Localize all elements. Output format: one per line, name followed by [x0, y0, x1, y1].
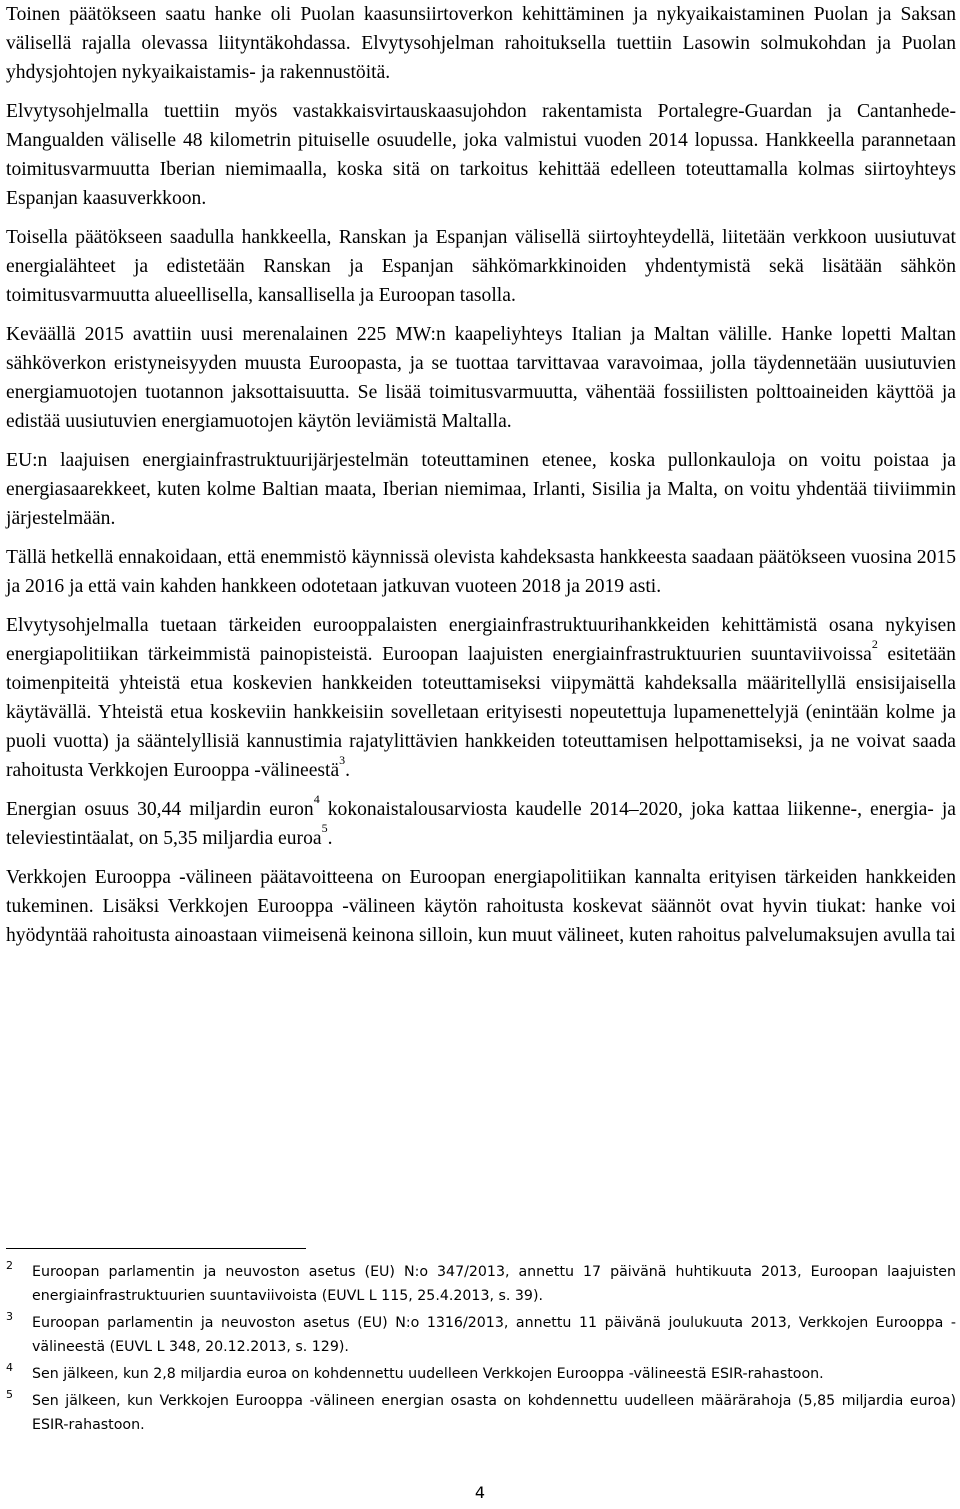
- paragraph-gas-network-poland: Toinen päätökseen saatu hanke oli Puolan kaasunsiirtoverkon kehittäminen ja nykyaikaistaminen Puolan ja Saksan välisellä rajalla olevassa liityntäkohdassa. Elvytysohjelman rahoituksella tuettiin Lasowin solmukohdan ja Puolan yhdysjohtojen nykyaikaistamis- ja rakennustöitä.: [6, 4, 956, 83]
- footnote-item: [6, 1362, 956, 1386]
- footnote-number: 4: [6, 1361, 13, 1374]
- paragraph-cef-objectives: Verkkojen Eurooppa -välineen päätavoitteena on Euroopan energiapolitiikan kannalta erityisen tärkeiden hankkeiden tukeminen. Lisäksi Verkkojen Eurooppa -välineen käytön rahoitusta koskevat säännöt ovat hyvin tiukat: hanke voi hyödyntää rahoitusta ainoastaan viimeisenä keinona silloin, kun muut välineet, kuten rahoitus palvelumaksujen avulla tai: [6, 867, 956, 946]
- footnote-text: Sen jälkeen, kun 2,8 miljardia euroa on kohdennettu uudelleen Verkkojen Eurooppa -välineestä ESIR-rahastoon.: [32, 1366, 824, 1382]
- paragraph-text: .: [345, 760, 351, 781]
- footnotes: [6, 1260, 956, 1440]
- footnote-number: 2: [6, 1259, 13, 1272]
- document-page: [6, 0, 956, 960]
- document-body: [6, 0, 956, 950]
- paragraph-text: esitetään toimenpiteitä yhteistä etua koskevien hankkeiden toteuttamiseksi viipymättä kahdeksalla määritellyllä ensisijaisella käytävällä. Yhteistä etua koskeviin hankkeisiin sovelletaan erityisesti nopeutettuja lupamenettelyjä (enintään kolme ja puoli vuotta) ja sääntelyllisiä kannustimia rajatylittävien hankkeiden toteuttamisen helpottamiseksi, ja ne voivat saada rahoitusta Verkkojen Eurooppa -välineestä: [6, 644, 956, 781]
- paragraph-project-completion: Tällä hetkellä ennakoidaan, että enemmistö käynnissä olevista kahdeksasta hankkeesta saadaan päätökseen vuosina 2015 ja 2016 ja että vain kahden hankkeen odotetaan jatkuvan vuoteen 2018 ja 2019 asti.: [6, 547, 956, 597]
- footnote-number: 3: [6, 1310, 13, 1323]
- paragraph-text: Energian osuus 30,44 miljardin euron: [6, 799, 314, 820]
- paragraph-text: .: [327, 828, 333, 849]
- paragraph-text: kokonaistalousarviosta kaudelle 2014–2020, joka kattaa liikenne-, energia- ja televiestintäalat, on 5,35 miljardia euroa: [6, 799, 956, 849]
- footnote-text: Euroopan parlamentin ja neuvoston asetus (EU) N:o 1316/2013, annettu 11 päivänä joulukuuta 2013, Verkkojen Eurooppa -välineestä (EUVL L 348, 20.12.2013, s. 129).: [32, 1315, 956, 1355]
- footnote-text: Euroopan parlamentin ja neuvoston asetus (EU) N:o 347/2013, annettu 17 päivänä huhtikuuta 2013, Euroopan laajuisten energiainfrastruktuurien suuntaviivoista (EUVL L 115, 25.4.2013, s. 39).: [32, 1264, 956, 1304]
- page-number: 4: [474, 1483, 486, 1502]
- paragraph-italy-malta-cable: Keväällä 2015 avattiin uusi merenalainen 225 MW:n kaapeliyhteys Italian ja Maltan välille. Hanke lopetti Maltan sähköverkon eristyneisyyden muusta Euroopasta, ja se tuottaa tarvittavaa varavoimaa, jolla täydennetään uusiutuvien energiamuotojen tuotannon jaksottaisuutta. Se lisää toimitusvarmuutta, vähentää fossiilisten polttoaineiden käyttöä ja edistää uusiutuvien energiamuotojen käytön leviämistä Maltalla.: [6, 324, 956, 432]
- paragraph-france-spain-interconnector: Toisella päätökseen saadulla hankkeella, Ranskan ja Espanjan välisellä siirtoyhteydellä, liitetään verkkoon uusiutuvat energialähteet ja edistetään Ranskan ja Espanjan sähkömarkkinoiden yhdentymistä sekä lisätään sähkön toimitusvarmuutta alueellisella, kansallisella ja Euroopan tasolla.: [6, 227, 956, 306]
- footnote-separator: [6, 1248, 306, 1249]
- footnote-reference[interactable]: 4: [313, 792, 320, 807]
- footnote-reference[interactable]: 3: [339, 753, 346, 768]
- footnote-reference[interactable]: 5: [321, 821, 328, 836]
- footnote-item: [6, 1389, 956, 1437]
- paragraph-text: Elvytysohjelmalla tuetaan tärkeiden eurooppalaisten energiainfrastruktuurihankkeiden kehittämistä osana nykyisen energiapolitiikan tärkeimmistä painopisteistä. Euroopan laajuisten energiainfrastruktuurien suuntaviivoissa: [6, 615, 956, 665]
- footnote-number: 5: [6, 1388, 13, 1401]
- footnote-text: Sen jälkeen, kun Verkkojen Eurooppa -välineen energian osasta on kohdennettu uudelleen määrärahoja (5,85 miljardia euroa) ESIR-rahastoon.: [32, 1393, 956, 1433]
- paragraph-reverse-flow-pipeline: Elvytysohjelmalla tuettiin myös vastakkaisvirtauskaasujohdon rakentamista Portalegre-Guardan ja Cantanhede-Mangualden väliselle 48 kilometrin pituiselle osuudelle, joka valmistui vuoden 2014 lopussa. Hankkeella parannetaan toimitusvarmuutta Iberian niemimaalla, koska sitä on tarkoitus kehittää edelleen toteuttamalla kolmas siirtoyhteys Espanjan kaasuverkkoon.: [6, 101, 956, 209]
- footnote-reference[interactable]: 2: [871, 637, 878, 652]
- paragraph-recovery-programme-priorities: [6, 611, 956, 785]
- footnote-item: [6, 1260, 956, 1308]
- paragraph-energy-budget-share: [6, 792, 956, 853]
- footnote-item: [6, 1311, 956, 1359]
- paragraph-infrastructure-integration: EU:n laajuisen energiainfrastruktuurijärjestelmän toteuttaminen etenee, koska pullonkauloja on voitu poistaa ja energiasaarekkeet, kuten kolme Baltian maata, Iberian niemimaa, Irlanti, Sisilia ja Malta, on voitu yhdentää tiiviimmin järjestelmään.: [6, 450, 956, 529]
